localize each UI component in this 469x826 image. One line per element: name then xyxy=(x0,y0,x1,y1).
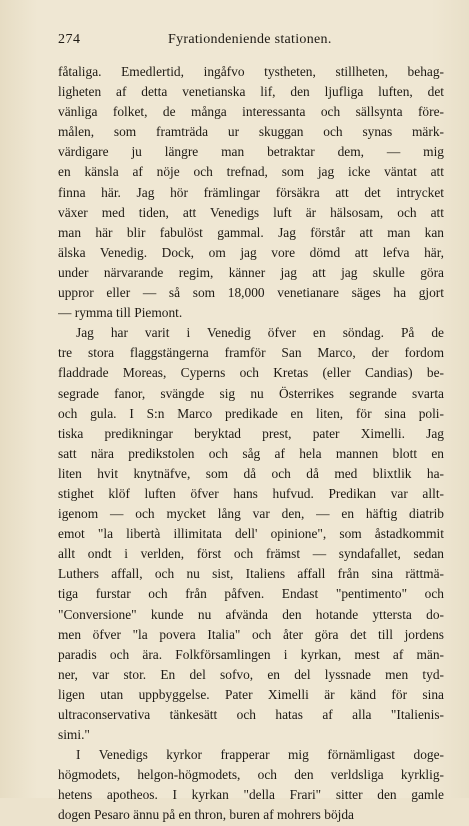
text-line: emot "la libertà illimitata dell' opinione", som åstadkommit xyxy=(58,526,444,542)
paragraph xyxy=(58,745,444,825)
text-line: segrade fanor, svängde sig nu Österrikes segrande svarta xyxy=(58,385,444,401)
text-line: I Venedigs kyrkor frapperar mig förnämligast doge- xyxy=(76,747,444,763)
text-line: igenom — och mycket lång var den, — en häftig diatrib xyxy=(58,506,444,522)
text-line: liten hvit knytnäfve, som då och då med blixtlik ha- xyxy=(58,465,444,481)
text-line: simi." xyxy=(58,727,90,743)
text-line: Luthers affall, och nu sist, Italiens affall från sina rättmä- xyxy=(58,566,444,582)
text-line: Jag har varit i Venedig öfver en söndag. På de xyxy=(76,325,444,341)
text-line: tiga furstar och från påfven. Endast "pentimento" och xyxy=(58,586,444,602)
text-line: "Conversione" kunde nu afvända den hotande yttersta do- xyxy=(58,606,444,622)
text-line: tiska predikningar beryktad prest, pater Ximelli. Jag xyxy=(58,425,444,441)
page-header xyxy=(58,32,444,52)
text-line: uppror eller — så som 18,000 venetianare säges ha gjort xyxy=(58,285,444,301)
text-line: paradis och ära. Folkförsamlingen i kyrkan, mest af män- xyxy=(58,646,444,662)
text-line: dogen Pesaro ännu på en thron, buren af mohrers böjda xyxy=(58,807,354,823)
page-number: 274 xyxy=(58,32,81,47)
text-line: finna här. Jag hör främlingar försäkra att det intrycket xyxy=(58,184,444,200)
text-line: men öfver "la povera Italia" och åter göra det till jordens xyxy=(58,626,444,642)
text-line: och gula. I S:n Marco predikade en liten, för sina poli- xyxy=(58,405,444,421)
running-head: Fyrationdeniende stationen. xyxy=(168,32,332,47)
text-line: ligen utan uppbyggelse. Pater Ximelli är känd för sina xyxy=(58,686,444,702)
body-text xyxy=(58,62,444,826)
text-line: under närvarande regim, känner jag att jag skulle göra xyxy=(58,264,444,280)
text-line: växer med tiden, att Venedigs luft är hälsosam, och att xyxy=(58,204,444,220)
paragraph xyxy=(58,62,444,323)
text-line: stighet klöf luften öfver hans hufvud. Predikan var allt- xyxy=(58,485,444,501)
text-line: hetens apotheos. I kyrkan "della Frari" sitter den gamle xyxy=(58,787,444,803)
text-line: man här blir fabulöst gammal. Jag förstår att man kan xyxy=(58,224,444,240)
text-line: ultraconservativa tänkesätt och hatas af alla "Italienis- xyxy=(58,707,444,722)
text-line: fåtaliga. Emedlertid, ingåfvo tystheten, stillheten, behag- xyxy=(58,64,444,79)
text-line: en känsla af nöje och trefnad, som jag icke väntat att xyxy=(58,164,444,180)
text-line: ligheten af detta venetianska lif, den ljufliga luften, det xyxy=(58,84,444,100)
text-line: älska Venedig. Dock, om jag vore dömd att lefva här, xyxy=(58,244,444,260)
paragraph xyxy=(58,323,444,745)
text-line: värdigare ju längre man betraktar dem, — mig xyxy=(58,144,444,160)
text-line: — rymma till Piemont. xyxy=(58,305,183,321)
text-line: fladdrade Moreas, Cyperns och Kretas (eller Candias) be- xyxy=(58,365,444,381)
text-line: allt ondt i verlden, först och främst — syndafallet, sedan xyxy=(58,546,444,562)
text-line: vänliga folket, de många interessanta och sällsynta före- xyxy=(58,104,444,120)
text-line: ner, var stor. En del sofvo, en del lyssnade men tyd- xyxy=(58,666,444,682)
text-line: högmodets, helgon-högmodets, och den verldsliga kyrklig- xyxy=(58,767,444,783)
text-line: målen, som framträda ur skuggan och synas märk- xyxy=(58,124,444,140)
text-line: satt nära predikstolen och såg af hela mannen blott en xyxy=(58,445,444,461)
text-line: tre stora flaggstängerna framför San Marco, der fordom xyxy=(58,345,444,361)
